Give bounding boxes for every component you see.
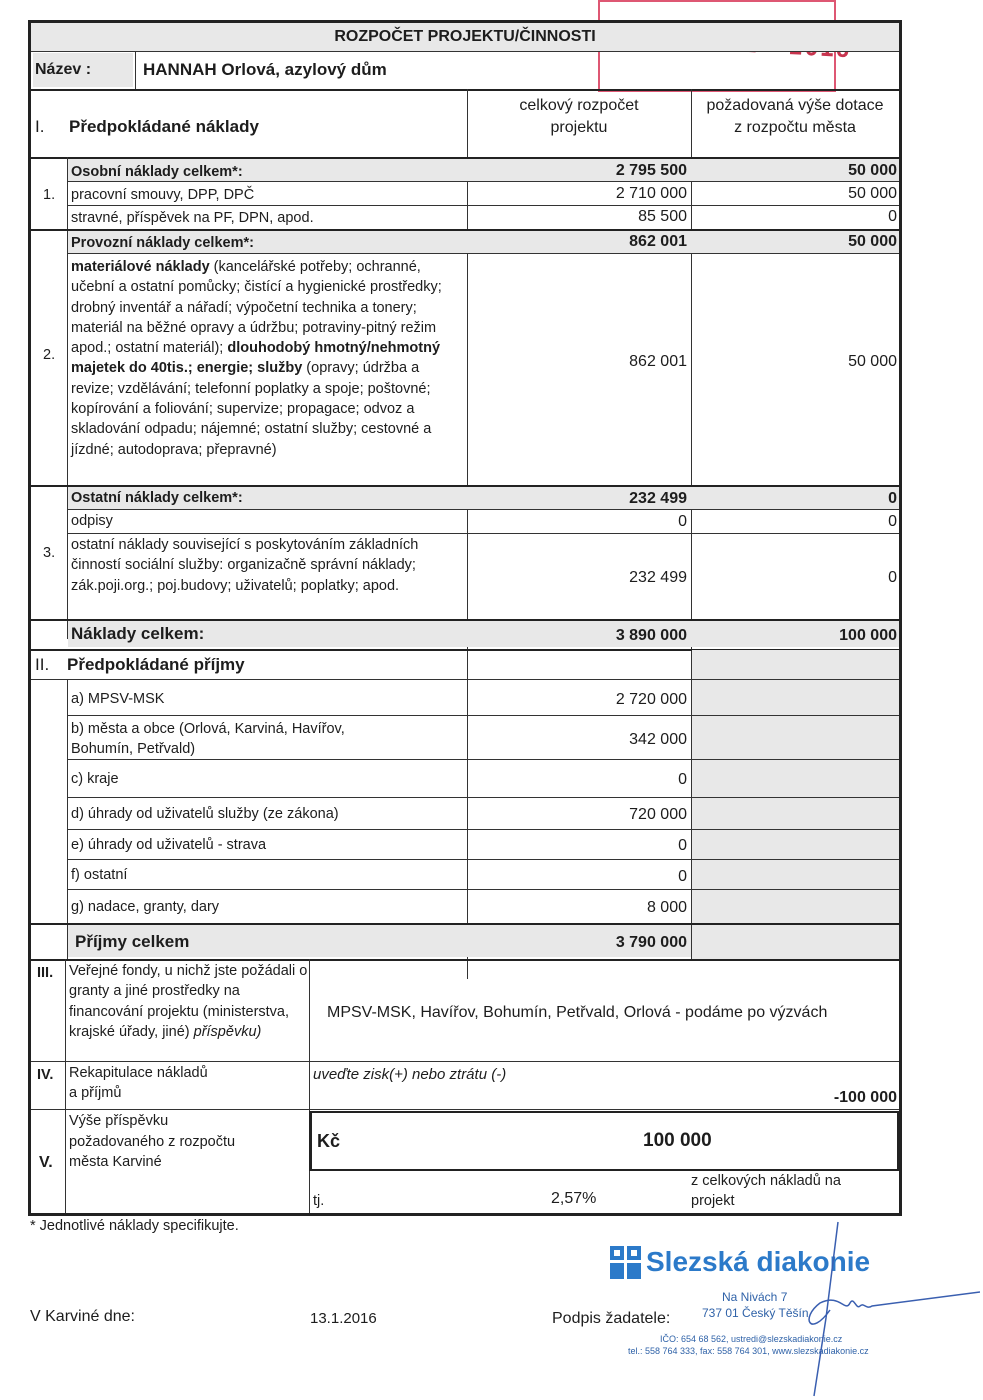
- requested-shaded-area: [692, 650, 899, 959]
- costs-total-requested: 100 000: [839, 627, 897, 644]
- group3-number: 3.: [43, 545, 56, 561]
- signature-label: Podpis žadatele:: [552, 1310, 671, 1327]
- other-total-requested: 0: [888, 490, 897, 507]
- personnel-total-requested: 50 000: [848, 162, 897, 179]
- section4-roman: IV.: [37, 1067, 54, 1083]
- income-a-label: a) MPSV-MSK: [71, 691, 165, 707]
- project-name: HANNAH Orlová, azylový dům: [143, 60, 387, 79]
- personnel-meals-requested: 0: [888, 208, 897, 225]
- contribution-percent: 2,57%: [551, 1190, 597, 1207]
- income-f-value: 0: [678, 868, 687, 885]
- income-total-value: 3 790 000: [615, 934, 687, 951]
- org-logo-text: Slezská diakonie: [646, 1246, 871, 1277]
- personnel-contracts-label: pracovní smouvy, DPP, DPČ: [71, 187, 255, 203]
- operating-detail-value: 862 001: [629, 353, 687, 370]
- form-title: ROZPOČET PROJEKTU/ČINNOSTI: [334, 28, 596, 45]
- other-total-label: Ostatní náklady celkem*:: [71, 490, 243, 506]
- col-header-requested: požadovaná výše dotace z rozpočtu města: [706, 97, 884, 136]
- other-total-value: 232 499: [629, 490, 687, 507]
- income-e-label: e) úhrady od uživatelů - strava: [71, 837, 267, 853]
- personnel-meals-value: 85 500: [638, 208, 687, 225]
- income-b-value: 342 000: [629, 731, 687, 748]
- section1-roman: I.: [35, 117, 45, 136]
- other-detail-value: 232 499: [629, 569, 687, 586]
- income-f-label: f) ostatní: [71, 867, 128, 883]
- contribution-amount: 100 000: [643, 1130, 712, 1151]
- income-g-value: 8 000: [646, 899, 687, 916]
- costs-total-label: Náklady celkem:: [71, 624, 205, 643]
- income-c-value: 0: [678, 771, 687, 788]
- group2-number: 2.: [43, 347, 56, 363]
- slezska-diakonie-logo-icon: [610, 1246, 642, 1280]
- personnel-contracts-value: 2 710 000: [615, 185, 687, 202]
- depreciation-requested: 0: [888, 513, 897, 530]
- place-label: V Karviné dne:: [30, 1308, 135, 1325]
- org-city: 737 01 Český Těšín: [702, 1306, 809, 1320]
- group1-number: 1.: [43, 187, 56, 203]
- income-a-value: 2 720 000: [615, 691, 687, 708]
- income-c-label: c) kraje: [71, 771, 119, 787]
- operating-total-value: 862 001: [629, 233, 687, 250]
- operating-total-requested: 50 000: [848, 233, 897, 250]
- recap-hint: uveďte zisk(+) nebo ztrátu (-): [313, 1066, 507, 1083]
- income-d-label: d) úhrady od uživatelů služby (ze zákona): [71, 806, 339, 822]
- signature-icon: [790, 1218, 980, 1398]
- depreciation-label: odpisy: [71, 513, 113, 529]
- other-description: ostatní náklady související s poskytováním základních činností sociální služby: organizačně správní náklady; zák.poji.org.; poj.budovy; uživatelů; poplatky; apod.: [71, 537, 419, 594]
- income-g-label: g) nadace, granty, dary: [71, 899, 220, 915]
- personnel-meals-label: stravné, příspěvek na PF, DPN, apod.: [71, 210, 314, 226]
- contribution-amount-box: [309, 1111, 899, 1171]
- section1-title: Předpokládané náklady: [69, 117, 259, 136]
- contribution-label: Výše příspěvku požadovaného z rozpočtu města Karviné: [69, 1113, 236, 1170]
- tj-label: tj.: [313, 1193, 325, 1209]
- personnel-contracts-requested: 50 000: [848, 185, 897, 202]
- org-contact: tel.: 558 764 333, fax: 558 764 301, www.slezskadiakonie.cz: [628, 1346, 869, 1356]
- recap-value: -100 000: [833, 1089, 897, 1106]
- operating-total-label: Provozní náklady celkem*:: [71, 235, 254, 251]
- col-header-total: celkový rozpočet projektu: [519, 97, 639, 136]
- budget-form: [28, 20, 902, 1216]
- signing-date: 13.1.2016: [310, 1310, 377, 1327]
- section3-roman: III.: [37, 965, 54, 981]
- footnote: * Jednotlivé náklady specifikujte.: [30, 1218, 239, 1234]
- public-funds-label: Veřejné fondy, u nichž jste požádali o granty a jiné prostředky na financování projektu (ministerstva, krajské úřady, jiné) příspěvku): [69, 963, 308, 1040]
- org-ico: IČO: 654 68 562, ustredi@slezskadiakonie.cz: [660, 1334, 843, 1344]
- depreciation-value: 0: [678, 513, 687, 530]
- personnel-total-label: Osobní náklady celkem*:: [71, 164, 243, 180]
- recap-label: Rekapitulace nákladů a příjmů: [69, 1065, 208, 1101]
- operating-description: materiálové náklady (kancelářské potřeby; ochranné, učební a ostatní pomůcky; čistící a hygienické prostředky; drobný inventář a nářadí; výpočetní technika a tonery; materiál na běžné opravy a údržbu; potraviny-pitný režim apod.; ostatní materiál); dlouhodobý hmotný/nehmotný majetek do 40tis.; energie; služby (opravy; údržba a revize; vzdělávání; telefonní poplatky a spoje; poštovné; kopírování a foliování; supervize; propagace; odvoz a skladování odpadu; nájemné; ostatní služby; cestovné a jízdné; autodoprava; přepravné): [71, 259, 442, 458]
- income-e-value: 0: [678, 837, 687, 854]
- income-b-label: b) města a obce (Orlová, Karviná, Havířov, Bohumín, Petřvald): [71, 721, 345, 757]
- personnel-total-value: 2 795 500: [615, 162, 687, 179]
- operating-detail-requested: 50 000: [848, 353, 897, 370]
- section5-roman: V.: [39, 1154, 53, 1171]
- section2-title: Předpokládané příjmy: [67, 655, 245, 674]
- costs-total-value: 3 890 000: [615, 627, 687, 644]
- other-detail-requested: 0: [888, 569, 897, 586]
- section2-roman: II.: [35, 655, 50, 674]
- income-d-value: 720 000: [629, 806, 687, 823]
- public-funds-value: MPSV-MSK, Havířov, Bohumín, Petřvald, Orlová - podáme po výzvách: [327, 1004, 828, 1021]
- name-label: Název :: [35, 61, 92, 78]
- percent-note: z celkových nákladů na projekt: [691, 1173, 841, 1209]
- currency-label: Kč: [317, 1131, 341, 1151]
- income-total-label: Příjmy celkem: [75, 932, 190, 951]
- org-street: Na Nivách 7: [722, 1290, 788, 1304]
